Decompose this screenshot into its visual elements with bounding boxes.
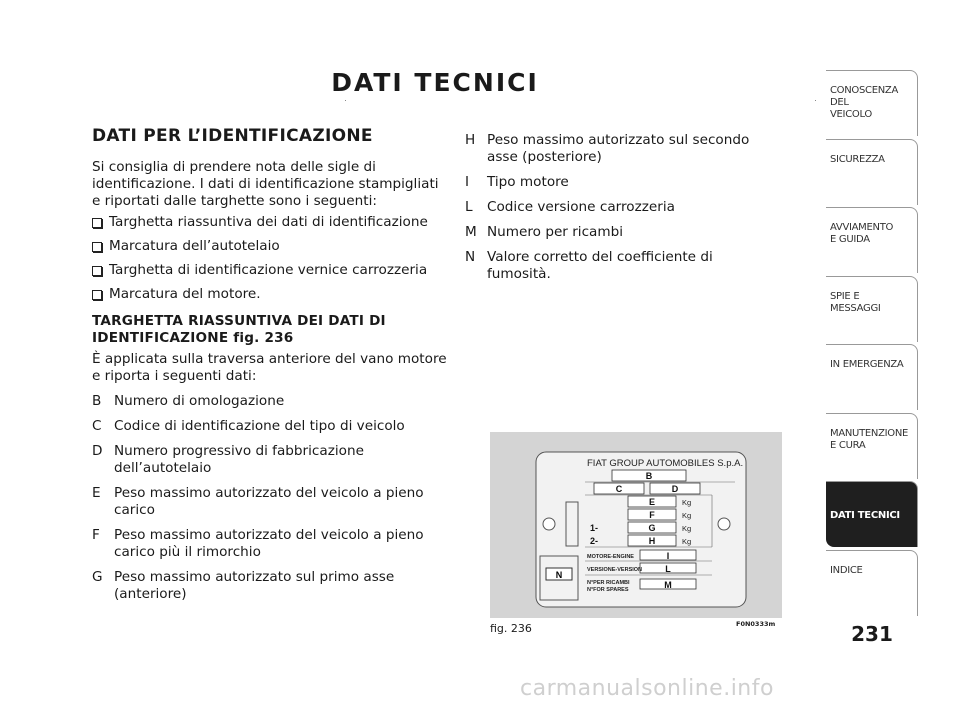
tab-in-emergenza[interactable] [826,344,918,410]
legend-text: Peso massimo autorizzato del veicolo a pieno carico [114,485,424,518]
legend-text: Numero progressivo di fabbricazione dell’autotelaio [114,443,364,476]
field-H: H [648,536,656,546]
tab-indice[interactable] [826,550,918,616]
bullet-text: Marcatura dell’autotelaio [109,238,280,254]
legend-item [92,527,447,561]
tab-label-line: DATI TECNICI [830,510,900,521]
figure-caption: fig. 236 [490,622,532,635]
tab-avviamento-e-guida[interactable] [826,207,918,273]
legend-key: I [465,174,470,190]
legend-item [92,443,447,477]
field-N: N [555,570,563,580]
checkbox-bullet-icon [92,242,102,252]
tab-label-line: CONOSCENZA [830,85,899,96]
legend-key: B [92,393,102,409]
legend-key: N [465,249,476,265]
field-I: I [666,551,670,561]
bullet-item [92,214,447,231]
tab-conoscenza-del-veicolo[interactable] [826,70,918,136]
tab-label-line: SPIE E [830,290,860,302]
item-list-left [92,393,447,603]
field-C: C [615,484,623,494]
legend-item [465,174,775,191]
unit-kg: Kg [682,537,692,546]
figure-plate [490,432,782,618]
legend-text: Peso massimo autorizzato sul secondo asse (posteriore) [487,132,750,165]
tab-label-line: MESSAGGI [830,302,881,314]
tab-label-line: SICUREZZA [830,153,885,165]
legend-item [92,569,447,603]
sub-intro-paragraph: È applicata sulla traversa anteriore del vano motore e riporta i seguenti dati: [92,351,447,384]
checkbox-bullet-icon [92,218,102,228]
intro-paragraph: Si consiglia di prendere nota delle sigle di identificazione. I dati di identificazione stampigliati e riportati dalle targhette sono i seguenti: [92,159,439,209]
legend-key: C [92,418,102,434]
unit-kg: Kg [682,524,692,533]
legend-key: D [92,443,103,459]
field-M: M [664,580,672,590]
tab-label-line: E CURA [830,439,866,451]
page-title: DATI TECNICI [331,68,539,97]
unit-kg: Kg [682,498,692,507]
bullet-text: Targhetta riassuntiva dei dati di identificazione [109,214,428,230]
field-E: E [648,497,656,507]
tab-label-line: E GUIDA [830,234,870,245]
left-column [92,128,447,611]
versione-label: VERSIONE-VERSION [587,567,643,573]
legend-key: G [92,569,103,585]
tab-label-line: MANUTENZIONE [830,427,909,439]
legend-text: Numero di omologazione [114,393,285,409]
crop-mark [815,100,816,101]
tab-manutenzione-e-cura[interactable] [826,413,918,479]
bullet-item [92,238,447,255]
legend-key: M [465,224,477,240]
section-heading: DATI PER L’IDENTIFICAZIONE [92,126,373,146]
legend-item [92,485,447,519]
legend-item [465,249,775,283]
field-F: F [649,510,655,520]
legend-item [92,418,447,435]
legend-text: Numero per ricambi [487,224,624,240]
legend-key: E [92,485,101,501]
unit-kg: Kg [682,511,692,520]
section-tabs [826,70,918,618]
field-G: G [648,523,656,533]
plate-title: FIAT GROUP AUTOMOBILES S.p.A. [587,458,744,469]
right-column [465,132,775,291]
legend-key: F [92,527,100,543]
bullet-item [92,262,447,279]
legend-text: Peso massimo autorizzato del veicolo a pieno carico più il rimorchio [114,527,424,560]
field-D: D [671,484,679,494]
legend-text: Tipo motore [487,174,569,190]
tab-label-line: AVVIAMENTO [830,222,894,233]
ricambi-label-2: N°FOR SPARES [587,587,629,593]
tab-sicurezza[interactable] [826,139,918,205]
checkbox-bullet-icon [92,290,102,300]
legend-text: Valore corretto del coefficiente di fumosità. [487,249,713,282]
ricambi-label-1: N°PER RICAMBI [587,580,630,586]
axle-1-label: 1- [590,523,599,533]
bullet-list [92,214,447,303]
legend-item [92,393,447,410]
watermark: carmanualsonline.info [520,676,774,701]
field-L: L [665,564,671,574]
checkbox-bullet-icon [92,266,102,276]
crop-mark [345,100,346,101]
field-B: B [645,471,653,481]
tab-label-line: INDICE [830,564,863,576]
bullet-item [92,286,447,303]
bullet-text: Marcatura del motore. [109,286,261,302]
bullet-text: Targhetta di identificazione vernice carrozzeria [109,262,428,278]
legend-key: L [465,199,473,215]
tab-label-line: DEL [830,97,849,108]
motore-label: MOTORE-ENGINE [587,554,634,560]
tab-label-line: VEICOLO [830,109,872,120]
legend-item [465,224,775,241]
legend-item [465,199,775,216]
tab-dati-tecnici[interactable] [826,481,918,547]
legend-key: H [465,132,476,148]
axle-2-label: 2- [590,536,599,546]
legend-item [465,132,775,166]
figure-code: F0N0333m [736,620,776,628]
item-list-right [465,132,775,283]
subsection-heading: TARGHETTA RIASSUNTIVA DEI DATI DI IDENTIFICAZIONE fig. 236 [92,313,386,346]
legend-text: Codice di identificazione del tipo di veicolo [114,418,405,434]
legend-text: Codice versione carrozzeria [487,199,675,215]
tab-spie-e-messaggi[interactable] [826,276,918,342]
legend-text: Peso massimo autorizzato sul primo asse (anteriore) [114,569,395,602]
page-number: 231 [851,622,893,646]
tab-label-line: IN EMERGENZA [830,359,904,370]
identification-plate-drawing [490,432,782,618]
